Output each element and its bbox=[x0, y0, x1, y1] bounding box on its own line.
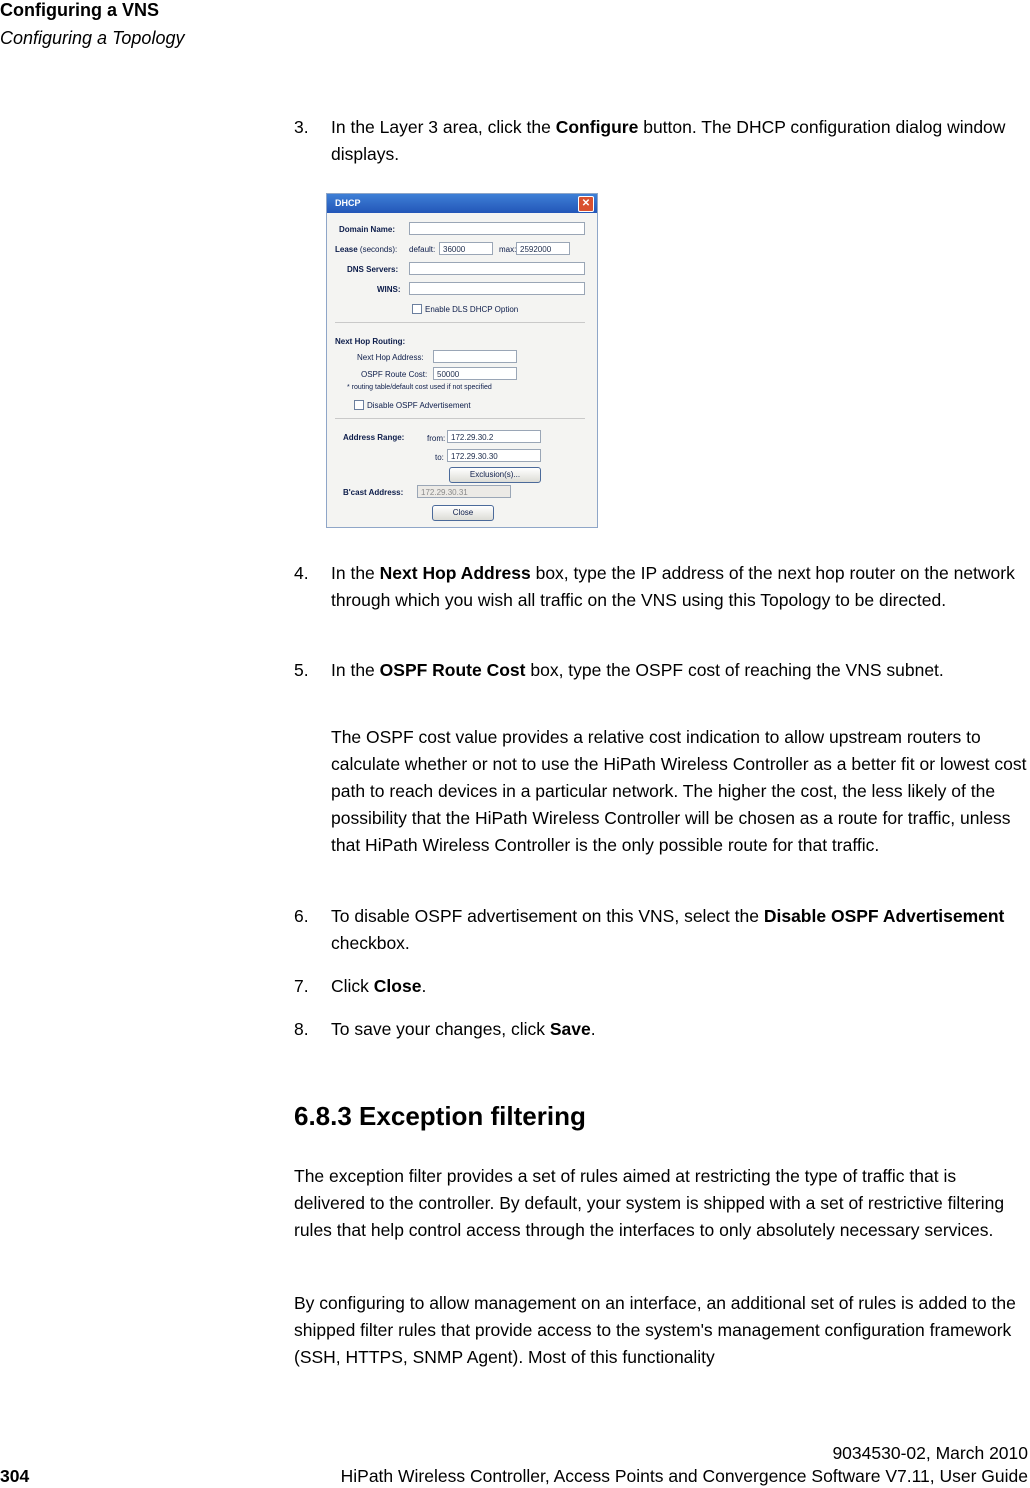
step-number: 4. bbox=[294, 563, 309, 583]
step-4 bbox=[294, 560, 1026, 614]
next-hop-address-field[interactable] bbox=[433, 350, 517, 363]
step-text bbox=[331, 973, 1026, 1000]
step-5 bbox=[294, 657, 1026, 684]
step-text-post: button. The DHCP configuration dialog window displays. bbox=[331, 117, 1006, 164]
bcast-address-label: B'cast Address: bbox=[343, 488, 404, 497]
step-8 bbox=[294, 1016, 1026, 1043]
page-number: 304 bbox=[0, 1466, 30, 1486]
step-6 bbox=[294, 903, 1026, 957]
lease-label bbox=[335, 245, 397, 254]
wins-field[interactable] bbox=[409, 282, 585, 295]
step-text-bold: OSPF Route Cost bbox=[379, 660, 526, 680]
domain-name-label: Domain Name: bbox=[339, 225, 396, 234]
step-text bbox=[331, 1016, 1026, 1043]
dns-servers-field[interactable] bbox=[409, 262, 585, 275]
address-range-label: Address Range: bbox=[343, 433, 405, 442]
dialog-title-bar[interactable] bbox=[327, 194, 597, 213]
step-text-post: . bbox=[421, 976, 427, 996]
step-text-pre: In the Layer 3 area, click the bbox=[331, 117, 556, 137]
step-number: 5. bbox=[294, 660, 309, 680]
lease-max-label: max: bbox=[499, 245, 517, 254]
dls-dhcp-label: Enable DLS DHCP Option bbox=[425, 305, 519, 314]
dialog-title: DHCP bbox=[335, 198, 361, 208]
section-title: Configuring a Topology bbox=[0, 28, 185, 48]
management-rules-paragraph: By configuring to allow management on an interface, an additional set of rules is added to the shipped filter rules that provide access to the system's management configuration framework (SSH, HTTPS, SNMP Agent). Most of this functionality bbox=[294, 1293, 1016, 1367]
footer-doc-id: 9034530-02, March 2010 bbox=[832, 1443, 1028, 1463]
step-text bbox=[331, 903, 1026, 957]
divider bbox=[335, 418, 585, 419]
step-text-post: . bbox=[590, 1019, 596, 1039]
disable-ospf-label: Disable OSPF Advertisement bbox=[367, 401, 471, 410]
next-hop-routing-label: Next Hop Routing: bbox=[335, 337, 406, 346]
lease-label-text: Lease bbox=[335, 245, 358, 254]
from-field[interactable]: 172.29.30.2 bbox=[447, 430, 541, 443]
section-heading: 6.8.3 Exception filtering bbox=[294, 1101, 586, 1131]
chapter-title: Configuring a VNS bbox=[0, 0, 159, 20]
to-field[interactable]: 172.29.30.30 bbox=[447, 449, 541, 462]
ospf-route-cost-label: OSPF Route Cost: bbox=[361, 370, 428, 379]
wins-label: WINS: bbox=[377, 285, 401, 294]
dls-dhcp-checkbox[interactable] bbox=[412, 304, 422, 314]
to-label: to: bbox=[435, 453, 444, 462]
next-hop-address-label: Next Hop Address: bbox=[357, 353, 424, 362]
lease-default-field[interactable]: 36000 bbox=[439, 242, 493, 255]
lease-units: (seconds): bbox=[359, 245, 398, 254]
close-button[interactable]: Close bbox=[432, 505, 494, 521]
step-number: 7. bbox=[294, 976, 309, 996]
ospf-note: * routing table/default cost used if not specified bbox=[347, 384, 492, 391]
step-7 bbox=[294, 973, 1026, 1000]
step-text-pre: Click bbox=[331, 976, 374, 996]
step-text-pre: In the bbox=[331, 660, 380, 680]
from-label: from: bbox=[427, 434, 446, 443]
step-text-post: box, type the IP address of the next hop router on the network through which you wish all traffic on the VNS using this Topology to be directed. bbox=[331, 563, 1015, 610]
exclusions-button[interactable]: Exclusion(s)... bbox=[449, 467, 541, 483]
exception-filter-paragraph: The exception filter provides a set of rules aimed at restricting the type of traffic that is delivered to the controller. By default, your system is shipped with a set of restrictive filtering rules that help control access through the interfaces to only absolutely necessary services. bbox=[294, 1166, 1005, 1240]
close-icon[interactable]: ✕ bbox=[578, 196, 594, 212]
ospf-cost-note: The OSPF cost value provides a relative cost indication to allow upstream routers to calculate whether or not to use the HiPath Wireless Controller as a better fit or lowest cost path to reach devices in a particular network. The higher the cost, the less likely of the possibility that the HiPath Wireless Controller will be chosen as a route for traffic, unless that HiPath Wireless Controller is the only possible route for that traffic. bbox=[331, 727, 1027, 855]
step-number: 3. bbox=[294, 117, 309, 137]
lease-max-field[interactable]: 2592000 bbox=[516, 242, 570, 255]
divider bbox=[335, 322, 585, 323]
dns-servers-label: DNS Servers: bbox=[347, 265, 399, 274]
step-text-pre: In the bbox=[331, 563, 380, 583]
lease-default-label: default: bbox=[409, 245, 436, 254]
step-text-post: checkbox. bbox=[331, 933, 410, 953]
step-number: 8. bbox=[294, 1019, 309, 1039]
step-text-bold: Save bbox=[549, 1019, 591, 1039]
step-text-bold: Close bbox=[373, 976, 422, 996]
step-text-post: box, type the OSPF cost of reaching the VNS subnet. bbox=[525, 660, 944, 680]
step-text bbox=[331, 657, 1026, 684]
step-text-bold: Next Hop Address bbox=[379, 563, 531, 583]
step-text-pre: To save your changes, click bbox=[331, 1019, 550, 1039]
step-number: 6. bbox=[294, 906, 309, 926]
domain-name-field[interactable] bbox=[409, 222, 585, 235]
bcast-address-field: 172.29.30.31 bbox=[417, 485, 511, 498]
dhcp-dialog bbox=[326, 193, 598, 528]
footer-title: HiPath Wireless Controller, Access Points and Convergence Software V7.11, User Guide bbox=[340, 1466, 1028, 1486]
disable-ospf-checkbox[interactable] bbox=[354, 400, 364, 410]
step-text-pre: To disable OSPF advertisement on this VNS, select the bbox=[331, 906, 764, 926]
step-text bbox=[331, 560, 1026, 614]
step-text-bold: Configure bbox=[555, 117, 639, 137]
ospf-route-cost-field[interactable]: 50000 bbox=[433, 367, 517, 380]
step-3 bbox=[294, 114, 1026, 168]
step-text-bold: Disable OSPF Advertisement bbox=[763, 906, 1005, 926]
step-text bbox=[331, 114, 1026, 168]
